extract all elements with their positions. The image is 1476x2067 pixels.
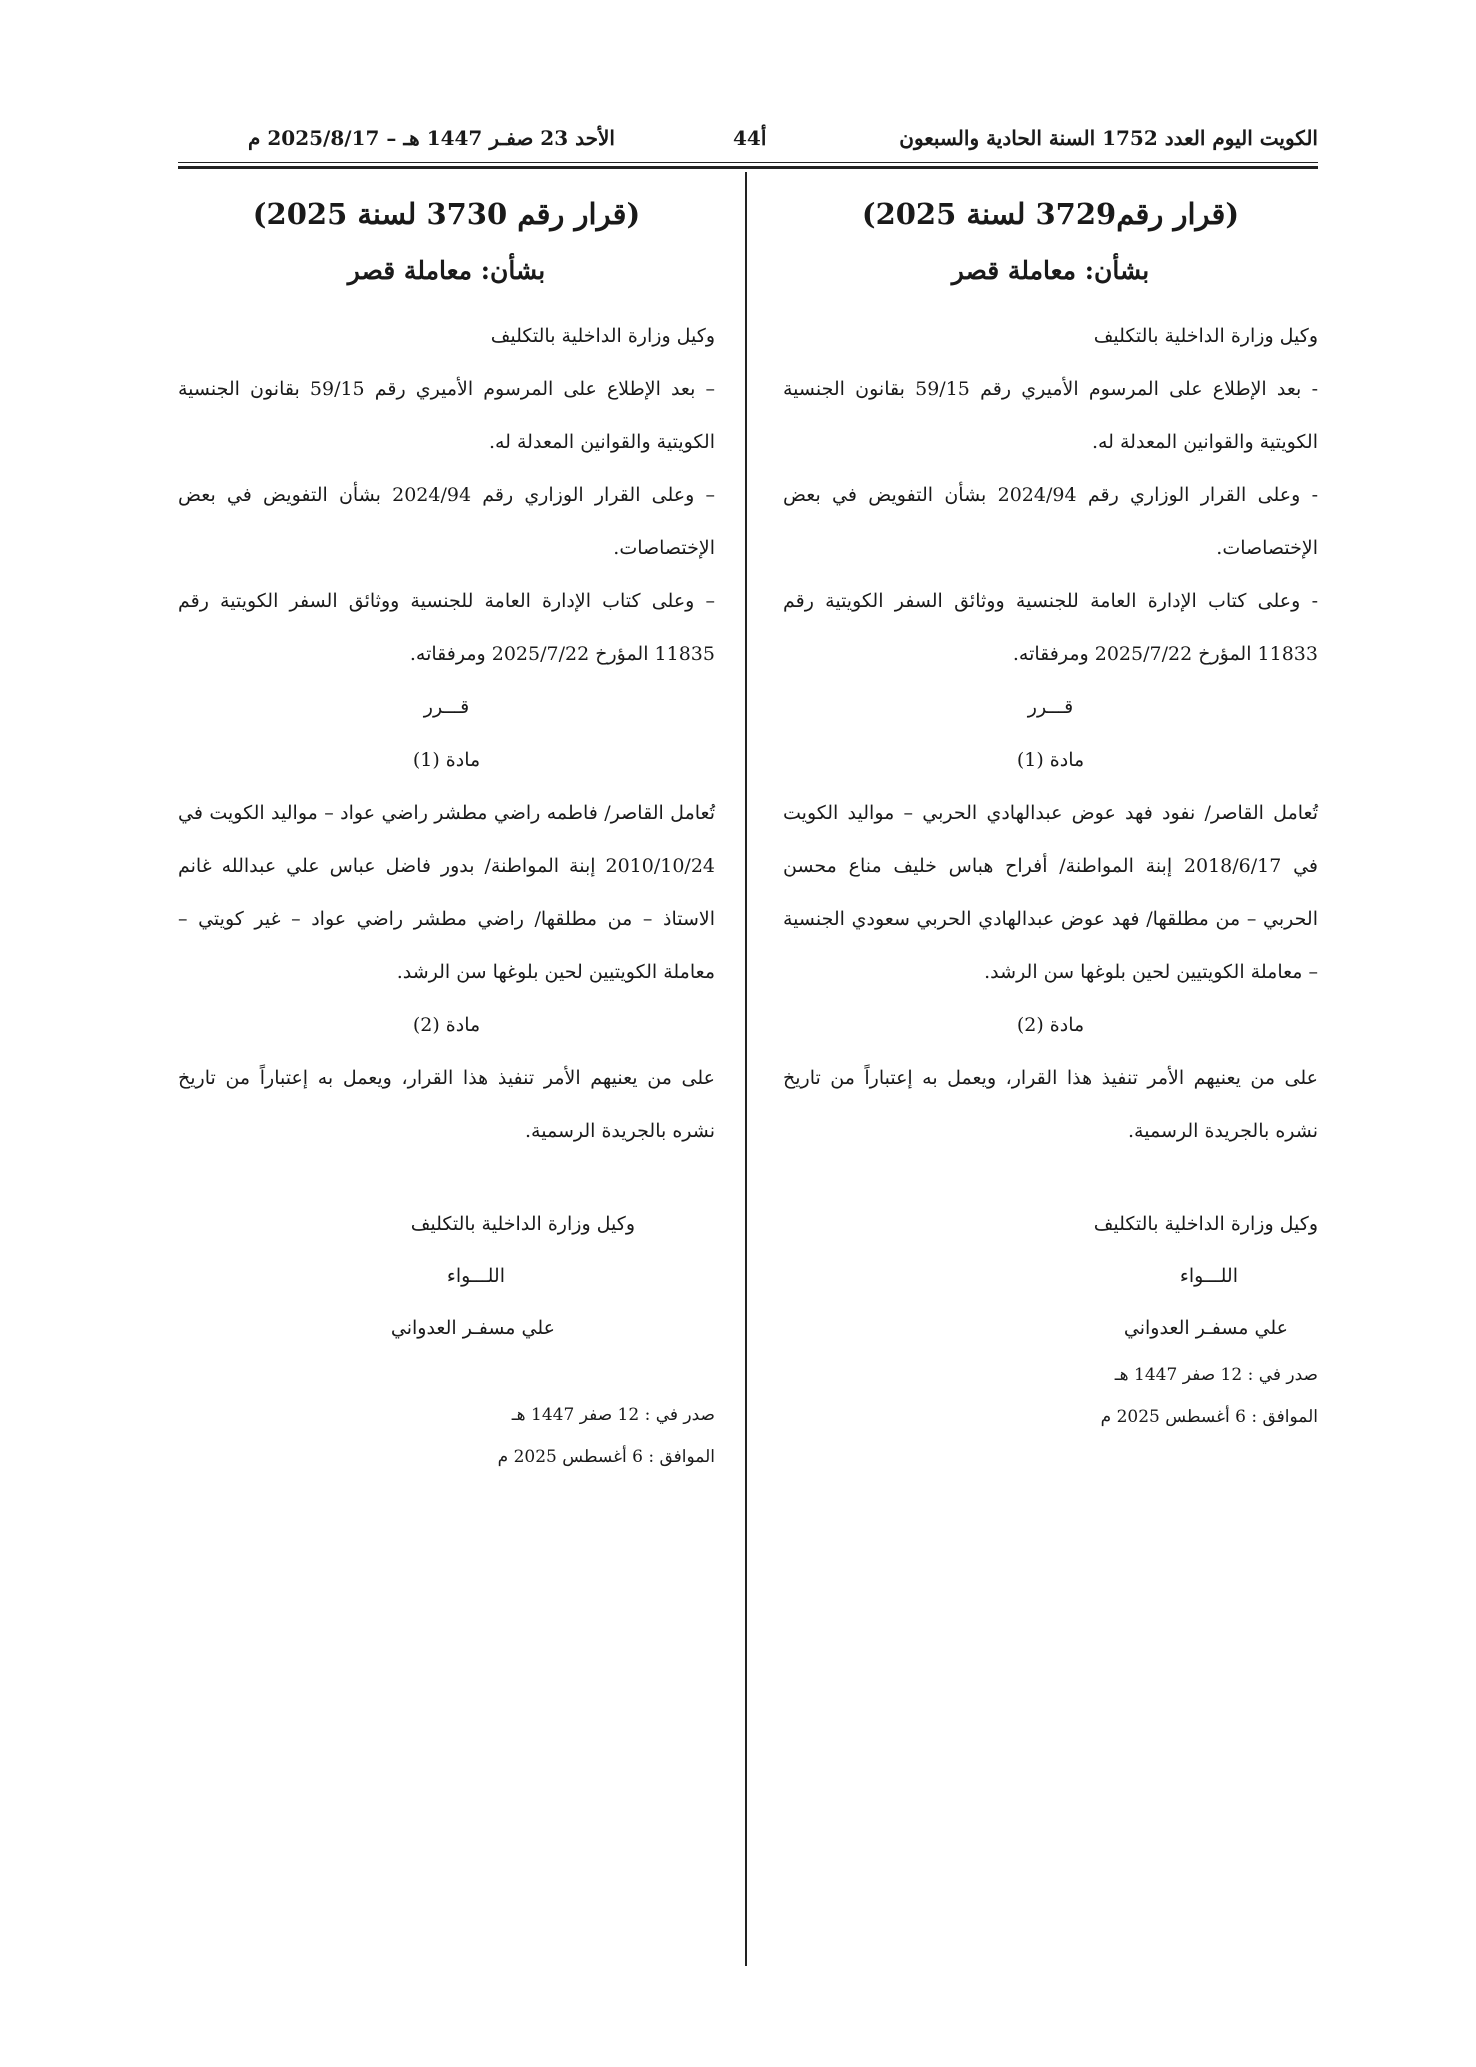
article-heading: مادة (2) (1016, 1014, 1085, 1036)
issued-gregorian: الموافق : 6 أغسطس 2025 م (1100, 1407, 1318, 1427)
signatory-name: علي مسفـر العدواني (1123, 1317, 1288, 1339)
recital: - بعد الإطلاع على المرسوم الأميري رقم 59/15 بقانون الجنسية الكويتية والقوانين المعدلة له. (783, 378, 1318, 453)
recital: – وعلى القرار الوزاري رقم 2024/94 بشأن التفويض في بعض الإختصاصات. (178, 484, 715, 559)
recital: – وعلى كتاب الإدارة العامة للجنسية ووثائق السفر الكويتية رقم 11835 المؤرخ 2025/7/22 ومرفقاته. (178, 590, 715, 665)
decides-heading: قـــرر (1027, 696, 1074, 718)
recital: - وعلى كتاب الإدارة العامة للجنسية ووثائق السفر الكويتية رقم 11833 المؤرخ 2025/7/22 ومرفقاته. (783, 590, 1318, 665)
issued-hijri: صدر في : 12 صفر 1447 هـ (511, 1405, 715, 1425)
column-divider (745, 172, 747, 1966)
page-number: 44أ (733, 126, 767, 150)
header-rule-thick (178, 166, 1318, 169)
article-heading: مادة (2) (412, 1014, 481, 1036)
decision-3729 (783, 180, 1318, 1438)
signatory-title: وكيل وزارة الداخلية بالتكليف (1093, 1213, 1318, 1235)
article-text: على من يعنيهم الأمر تنفيذ هذا القرار، ويعمل به إعتباراً من تاريخ نشره بالجريدة الرسمية. (178, 1067, 715, 1142)
article-heading: مادة (1) (412, 749, 481, 771)
issuer-intro: وكيل وزارة الداخلية بالتكليف (490, 325, 715, 347)
issued-gregorian: الموافق : 6 أغسطس 2025 م (497, 1447, 715, 1467)
recital: - وعلى القرار الوزاري رقم 2024/94 بشأن التفويض في بعض الإختصاصات. (783, 484, 1318, 559)
header-date: الأحد 23 صفـر 1447 هـ – 2025/8/17 م (248, 126, 615, 150)
issuer-intro: وكيل وزارة الداخلية بالتكليف (1093, 325, 1318, 347)
signatory-title: وكيل وزارة الداخلية بالتكليف (410, 1213, 635, 1235)
gazette-issue-info: الكويت اليوم العدد 1752 السنة الحادية والسبعون (899, 126, 1318, 150)
issued-hijri: صدر في : 12 صفر 1447 هـ (1114, 1365, 1318, 1385)
decision-3730 (178, 180, 715, 1478)
page-header (178, 118, 1318, 154)
header-rule-thin (178, 162, 1318, 163)
signature-block (783, 1198, 1318, 1354)
decision-title: (قرار رقم 3730 لسنة 2025) (252, 197, 641, 231)
decides-heading: قـــرر (423, 696, 470, 718)
issue-date-block (783, 1354, 1318, 1438)
decision-title: (قرار رقم3729 لسنة 2025) (861, 197, 1240, 231)
recital: – بعد الإطلاع على المرسوم الأميري رقم 59/15 بقانون الجنسية الكويتية والقوانين المعدلة له. (178, 378, 715, 453)
signature-block (178, 1198, 715, 1354)
article-text: تُعامل القاصر/ نفود فهد عوض عبدالهادي الحربي – مواليد الكويت في 2018/6/17 إبنة المواطنة/ أفراح هباس خليف مناع محسن الحربي – من مطلقها/ فهد عوض عبدالهادي الحربي سعودي الجنسية – معاملة الكويتيين لحين بلوغها سن الرشد. (783, 802, 1318, 983)
article-text: تُعامل القاصر/ فاطمه راضي مطشر راضي عواد – مواليد الكويت في 2010/10/24 إبنة المواطنة/ بدور فاضل عباس علي عبدالله غانم الاستاذ – من مطلقها/ راضي مطشر راضي عواد – غير كويتي – معاملة الكويتيين لحين بلوغها سن الرشد. (178, 802, 715, 983)
article-heading: مادة (1) (1016, 749, 1085, 771)
article-text: على من يعنيهم الأمر تنفيذ هذا القرار، ويعمل به إعتباراً من تاريخ نشره بالجريدة الرسمية. (783, 1067, 1318, 1142)
signatory-name: علي مسفـر العدواني (390, 1317, 555, 1339)
signatory-rank: اللـــواء (446, 1265, 505, 1287)
decision-subject: بشأن: معاملة قصر (347, 256, 546, 285)
signatory-rank: اللـــواء (1179, 1265, 1238, 1287)
issue-date-block (178, 1394, 715, 1478)
decision-subject: بشأن: معاملة قصر (951, 256, 1150, 285)
